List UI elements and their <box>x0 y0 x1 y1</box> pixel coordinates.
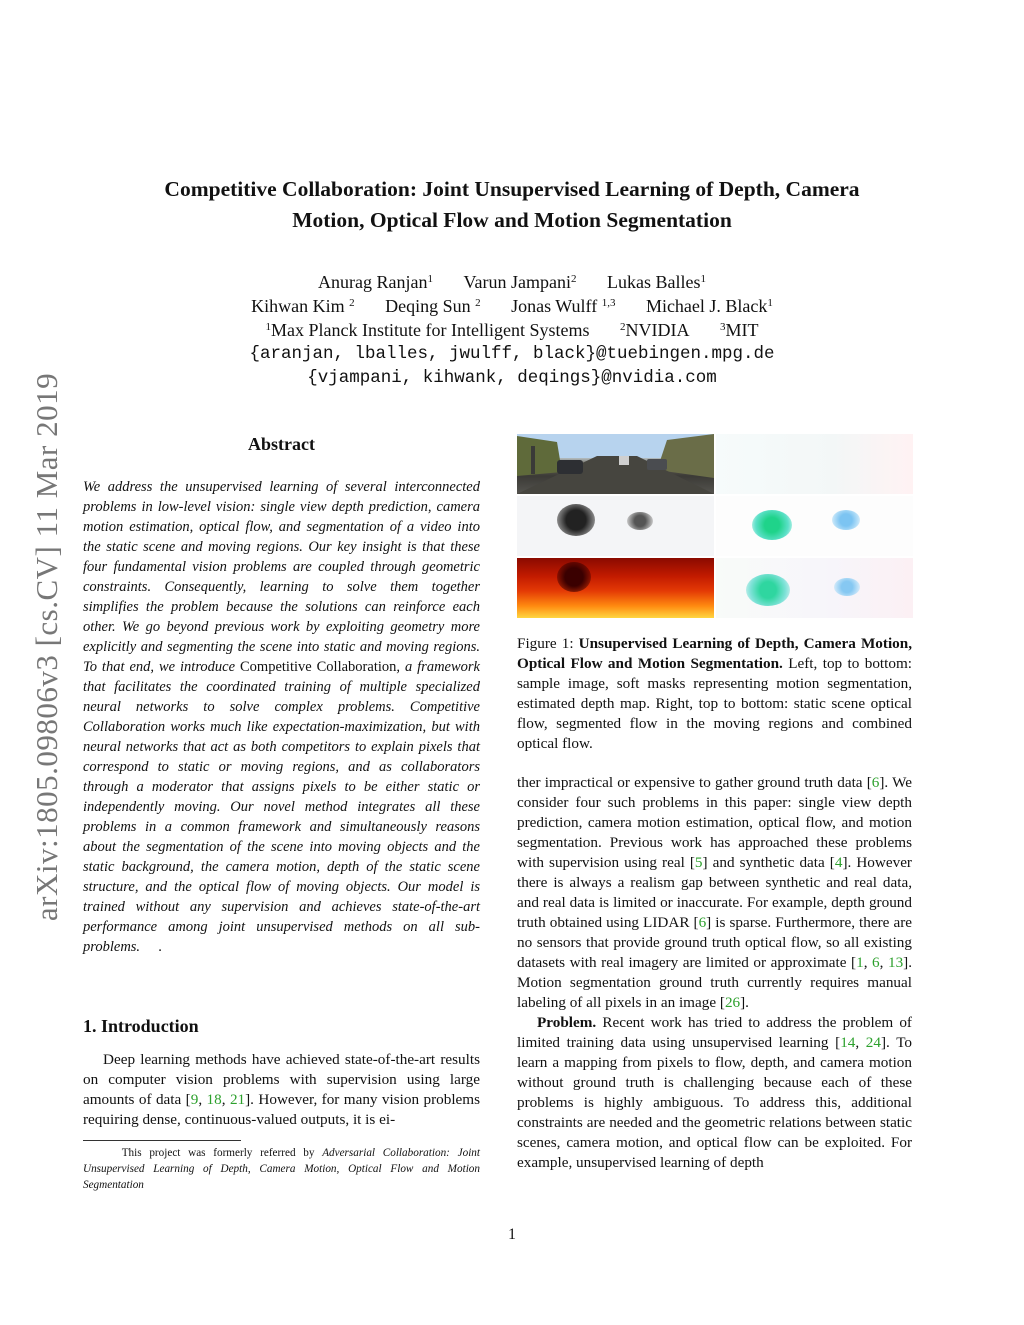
author-row-2 <box>60 294 964 318</box>
citation-link[interactable]: 6 <box>871 774 880 791</box>
combined-flow-image <box>716 558 913 618</box>
title-line-1: Competitive Collaboration: Joint Unsupervised Learning of Depth, Camera <box>164 177 860 201</box>
citation-link[interactable]: 1 <box>856 954 864 971</box>
arxiv-identifier: arXiv:1805.09806v3 [cs.CV] 11 Mar 2019 <box>29 372 64 922</box>
paragraph: ther impractical or expensive to gather ground truth data [6]. We consider four such problems in this paper: single view depth prediction, camera motion estimation, optical flow, and motion segmentation. Previous work has approached these problems with supervision using real [5] and synthetic data [4]. However there is always a realism gap between synthetic and real data, and real data is limited or inaccurate. For example, depth ground truth obtained using LIDAR [6] is sparse. Furthermore, there are no sensors that provide ground truth optical flow, so all existing datasets with real imagery are limited or approximate [1, 6, 13]. Motion segmentation ground truth currently requires manual labeling of all pixels in an image [26]. <box>517 774 913 1011</box>
motion-mask-image <box>517 496 714 556</box>
framework-name: Competitive Collaboration <box>240 659 397 675</box>
citation-link[interactable]: 6 <box>698 914 707 931</box>
citation-link[interactable]: 4 <box>834 854 843 871</box>
abstract-body: We address the unsupervised learning of several interconnected problems in low-level vision: single view depth prediction, camera motion estimation, optical flow, and segmentation of a video into the static scene and moving regions. Our key insight is that these four fundamental vision problems are coupled through geometric constraints. Consequently, learning to solve them together simplifies the problem because the solutions can reinforce each other. We go beyond previous work by exploiting geometry more explicitly and segmenting the scene into static and moving regions. To that end, we introduce Competitive Collaboration, a framework that facilitates the coordinated training of multiple specialized neural networks to solve complex problems. Competitive Collaboration works much like expectation-maximization, but with neural networks that act as both competitors to explain pixels that correspond to static or moving regions, and as collaborators through a moderator that assigns pixels to be either static or independently moving. Our novel method integrates all these problems in a common framework and simultaneously reasons about the segmentation of the scene into moving objects and the static background, the camera motion, depth of the static scene structure, and the optical flow of moving objects. Our model is trained without any supervision and achieves state-of-the-art performance among joint unsupervised methods on all sub-problems. . <box>83 479 480 955</box>
footnote-rule <box>83 1140 241 1141</box>
citation-link[interactable]: 14 <box>840 1034 856 1051</box>
right-column-body <box>517 773 912 1173</box>
affiliation: $^2$NVIDIA <box>619 320 690 340</box>
author-row-1 <box>60 270 964 294</box>
affiliations <box>60 318 964 342</box>
author: Deqing Sun $^2$ <box>385 296 481 316</box>
segmented-flow-image <box>716 496 913 556</box>
static-flow-image <box>716 434 913 494</box>
page-number: 1 <box>508 1226 516 1243</box>
affiliation: $^3$MIT <box>719 320 759 340</box>
figure-caption: Figure 1: Unsupervised Learning of Depth, Camera Motion, Optical Flow and Motion Segmentation. Left, top to bottom: sample image, soft masks representing motion segmentation, estimated depth map. Right, top to bottom: static scene optical flow, segmented flow in the moving regions and combined optical flow. <box>517 635 913 752</box>
author: Kihwan Kim $^2$ <box>251 296 355 316</box>
section-heading-introduction: 1. Introduction <box>83 1016 199 1036</box>
paragraph-heading: Problem. <box>537 1014 597 1031</box>
depth-map-image <box>517 558 714 618</box>
title-line-2: Motion, Optical Flow and Motion Segmentation <box>292 208 732 232</box>
email-1: {aranjan, lballes, jwulff, black}@tuebingen.mpg.de <box>249 344 775 364</box>
affiliation: $^1$Max Planck Institute for Intelligent Systems <box>265 320 590 340</box>
citation-link[interactable]: 6 <box>872 954 880 971</box>
author: Varun Jampani$^2$ <box>463 272 577 292</box>
citation-link[interactable]: 26 <box>724 994 741 1011</box>
email-2: {vjampani, kihwank, deqings}@nvidia.com <box>307 368 717 388</box>
intro-paragraph: Deep learning methods have achieved state-of-the-art results on computer vision problems with supervision using large amounts of data [9, 18, 21]. However, for many vision problems requiring dense, continuous-valued outputs, it is ei- <box>83 1051 481 1128</box>
author: Michael J. Black$^1$ <box>645 296 773 316</box>
abstract-heading: Abstract <box>248 434 315 454</box>
figure-1 <box>517 434 913 618</box>
citation-link[interactable]: 13 <box>887 954 904 971</box>
citation-link[interactable]: 21 <box>229 1091 246 1108</box>
citation-link[interactable]: 9 <box>190 1091 199 1108</box>
paragraph-problem: Problem. Recent work has tried to address the problem of limited training data using unsupervised learning [14, 24]. To learn a mapping from pixels to flow, depth, and camera motion without ground truth is challenging because each of these problems is highly ambiguous. To address this, additional constraints are needed and the geometric relations between static scenes, camera motion, and optical flow can be exploited. For example, unsupervised learning of depth <box>517 1014 912 1171</box>
arxiv-sidebar <box>22 352 72 942</box>
citation-link[interactable]: 18 <box>206 1091 222 1108</box>
author: Lukas Balles$^1$ <box>606 272 706 292</box>
author: Jonas Wulff $^{1,3}$ <box>511 296 616 316</box>
footnote: This project was formerly referred by Adversarial Collaboration: Joint Unsupervised Learning of Depth, Camera Motion, Optical Flow and Motion Segmentation <box>83 1147 481 1191</box>
sample-image <box>517 434 714 494</box>
citation-link[interactable]: 5 <box>694 854 703 871</box>
author: Anurag Ranjan$^1$ <box>318 272 433 292</box>
paper-title <box>60 174 964 236</box>
citation-link[interactable]: 24 <box>865 1034 881 1051</box>
